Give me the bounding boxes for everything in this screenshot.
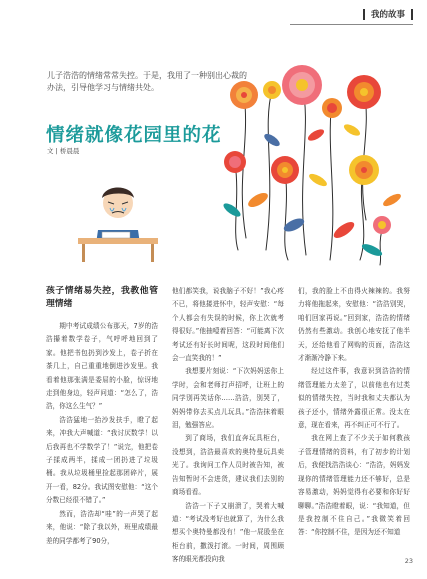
paragraph: 我想要片刻说：“下次妈妈送你上学时，会和老师打声招呼，让班上的同学别再笑话你……浩浩，别哭了，妈妈带你去买点儿玩具。”浩浩抹着眼泪，勉强答应。 <box>172 367 284 430</box>
flower-stem <box>302 85 306 255</box>
column-label: 我的故事 <box>370 10 405 20</box>
article-byline: 文 | 桥晨晨 <box>47 147 80 155</box>
intro-text: 儿子浩浩的情绪常常失控。于是，我用了一种别出心裁的办法，引导他学习与情绪共处。 <box>47 71 247 92</box>
page-number: 23 <box>404 557 413 565</box>
paragraph: 然而，浩浩却“哇”的一声哭了起来，他说：“除了我以外，班里成绩最差的同学都考了90分， <box>46 509 158 545</box>
text-column-2 <box>172 285 284 567</box>
flower-stem <box>235 162 238 250</box>
flower-garden-illustration <box>0 60 427 290</box>
paragraph: 我在网上查了不少关于如何教孩子管理情绪的资料，有了初步的计划后，我便找浩浩谈心：“浩浩，妈妈发现你的情绪管理能力还不够好，总是容易激动，妈妈觉得有必要和你好好聊聊。”浩浩瞪着眼，说：“我知道，但是我控制不住自己。”我微笑着回答：“你控制不住，是因为还不知道 <box>298 434 410 537</box>
paragraph: 浩浩猛地一抬沙发扶手，瞪了起来，冲我大声喊道：“我讨厌数学！以后我再也不学数学了！”说完，他把卷子揉成两半，揉成一团扔进了垃圾桶。我从垃圾桶里捡起那团碎片，展开一看，82分。我试图安慰他：“这个分数已经很不错了。” <box>46 415 158 505</box>
leaf-icon <box>222 122 403 258</box>
paragraph: 期中考试成绩公布那天，7岁的浩浩攥着数学卷子，气呼呼地回到了家。他把书包扔到沙发上，卷子折在茶几上，自己重重地倒进沙发里。我看着他那张满是委屈的小脸，惊讶地走到他身边，轻声问道：“怎么了，浩浩，你这么生气？” <box>46 322 158 411</box>
flower-icon <box>271 156 299 184</box>
paragraph: 们，我的脸上不由得火辣辣的。我努力将他拖起来，安慰他：“浩浩别哭，咱们回家再说。”回到家，浩浩的情绪仍然有些激动。我创心地安抚了他半天，还给他看了网购的页面，浩浩这才渐渐冷静下来。 <box>298 287 410 363</box>
header-bar-left <box>363 9 365 20</box>
paragraph: 到了商场，我们直奔玩具柜台，没想到，浩浩最喜欢的奥特曼玩具卖光了。我询问工作人员时被告知，被告知暂时不会进货，建议我们去别的商场看看。 <box>172 434 284 497</box>
paragraph: 经过这件事，我意识到浩浩的情绪管理能力太差了，以前他也有过类似的情绪失控，当时我和丈夫都认为孩子还小，情绪外露很正常。没太在意，现在看来，再不纠正可不行了。 <box>298 367 410 430</box>
flower-stem <box>330 100 333 260</box>
paper-icon <box>102 232 130 238</box>
flower-icon <box>347 75 381 109</box>
flower-stem <box>380 230 382 265</box>
flower-icon <box>282 65 322 105</box>
header-bar-right <box>411 9 413 20</box>
flower-icon <box>322 98 342 118</box>
flower-icon <box>263 81 281 99</box>
flower-icon <box>373 216 391 234</box>
paragraph: 他们都笑我，说我脑子不好！”我心疼不已，将他搂进怀中，轻声安慰：“每个人都会有失误的时候，你上次就考得很好。”他抽噎着回答：“可能离下次考试还有好长时间呢，这段时间他们会一直笑我的！” <box>172 287 284 363</box>
header-rule <box>290 24 413 25</box>
flower-icon <box>224 151 246 173</box>
section-heading: 孩子情绪易失控，我教他管理情绪 <box>46 286 158 309</box>
desk-icon <box>78 238 158 262</box>
paragraph: 浩浩一下子又崩溃了，哭着大喊道：“考试没考好也就算了，为什么我想买个奥特曼都没有！”他一屁股坐在柜台前，撒泼打滚。一时间，周围顾客的眼光都投向我 <box>172 501 284 564</box>
text-column-3 <box>298 285 410 540</box>
column-header <box>363 8 413 20</box>
flower-icon <box>349 155 379 185</box>
text-column-1 <box>46 285 158 548</box>
article-title: 情绪就像花园里的花 <box>46 125 222 146</box>
